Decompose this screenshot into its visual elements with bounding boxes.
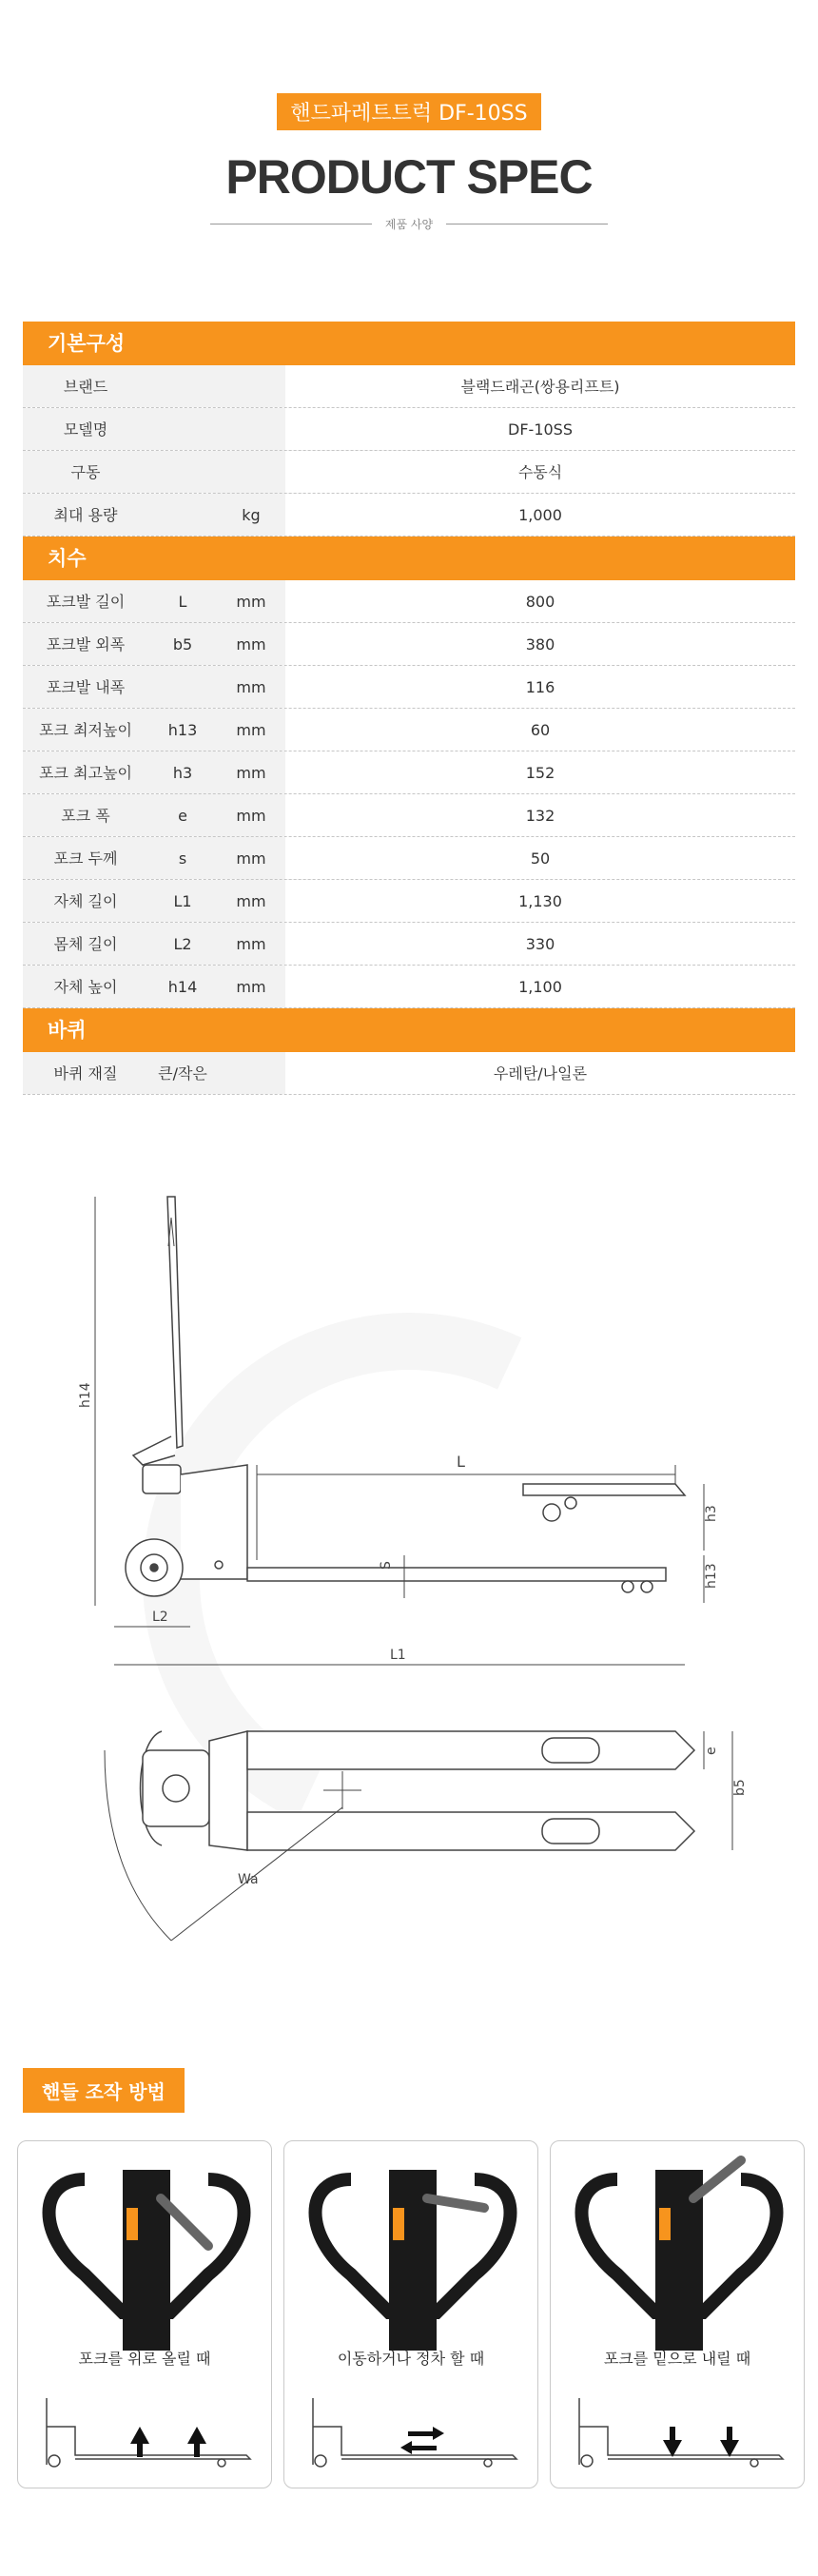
howto-title: 핸들 조작 방법 — [23, 2068, 185, 2113]
spec-row — [23, 494, 795, 537]
side-view — [78, 1197, 719, 1665]
howto-cards — [17, 2140, 805, 2488]
spec-name: 자체 높이 — [23, 966, 148, 1007]
howto-caption: 포크를 밑으로 내릴 때 — [603, 2350, 751, 2368]
spec-name: 최대 용량 — [23, 494, 148, 536]
spec-value: 132 — [285, 794, 795, 836]
spec-value: DF-10SS — [285, 408, 795, 450]
spec-unit: mm — [217, 580, 285, 622]
spec-row — [23, 837, 795, 880]
handle-illustration — [18, 2141, 273, 2489]
spec-symbol: h13 — [148, 709, 217, 751]
spec-row — [23, 666, 795, 709]
spec-value: 수동식 — [285, 451, 795, 493]
spec-symbol — [148, 666, 217, 708]
spec-name: 포크발 길이 — [23, 580, 148, 622]
spec-name: 포크 폭 — [23, 794, 148, 836]
handle-illustration — [551, 2141, 806, 2489]
spec-name: 모델명 — [23, 408, 148, 450]
spec-symbol — [148, 494, 217, 536]
label-e: e — [704, 1747, 719, 1755]
howto-card — [550, 2140, 805, 2488]
label-s: S — [379, 1561, 394, 1570]
spec-name: 몸체 길이 — [23, 923, 148, 965]
label-b5: b5 — [732, 1779, 748, 1796]
spec-symbol — [148, 408, 217, 450]
section-header: 치수 — [23, 537, 795, 580]
spec-unit: mm — [217, 623, 285, 665]
spec-name: 포크발 내폭 — [23, 666, 148, 708]
spec-unit: mm — [217, 837, 285, 879]
spec-unit: kg — [217, 494, 285, 536]
spec-value: 우레탄/나일론 — [285, 1052, 795, 1094]
label-wa: Wa — [238, 1872, 259, 1887]
spec-symbol: 큰/작은 — [148, 1052, 217, 1094]
label-l: L — [457, 1453, 465, 1471]
page-title: PRODUCT SPEC — [225, 150, 593, 204]
spec-symbol: b5 — [148, 623, 217, 665]
spec-unit — [217, 365, 285, 407]
spec-unit: mm — [217, 709, 285, 751]
spec-symbol: L1 — [148, 880, 217, 922]
spec-symbol — [148, 451, 217, 493]
spec-value: 380 — [285, 623, 795, 665]
spec-unit — [217, 451, 285, 493]
handle-illustration — [284, 2141, 539, 2489]
spec-name: 포크 최고높이 — [23, 751, 148, 793]
spec-symbol: L — [148, 580, 217, 622]
spec-row — [23, 1052, 795, 1095]
spec-unit — [217, 408, 285, 450]
spec-row — [23, 408, 795, 451]
label-l2: L2 — [152, 1610, 168, 1625]
spec-row — [23, 751, 795, 794]
spec-value: 800 — [285, 580, 795, 622]
page-header — [0, 93, 818, 232]
spec-value: 1,100 — [285, 966, 795, 1007]
spec-row — [23, 709, 795, 751]
spec-value: 50 — [285, 837, 795, 879]
spec-row — [23, 365, 795, 408]
label-h3: h3 — [704, 1505, 719, 1522]
spec-unit: mm — [217, 966, 285, 1007]
spec-value: 1,130 — [285, 880, 795, 922]
spec-row — [23, 451, 795, 494]
swap-icon — [400, 2427, 444, 2454]
spec-symbol: h3 — [148, 751, 217, 793]
label-l1: L1 — [390, 1648, 406, 1663]
spec-unit: mm — [217, 923, 285, 965]
spec-name: 포크 두께 — [23, 837, 148, 879]
spec-symbol: h14 — [148, 966, 217, 1007]
label-h14: h14 — [78, 1382, 93, 1408]
spec-symbol: e — [148, 794, 217, 836]
spec-value: 116 — [285, 666, 795, 708]
howto-caption: 포크를 위로 올릴 때 — [78, 2350, 211, 2368]
spec-row — [23, 923, 795, 966]
spec-name: 포크 최저높이 — [23, 709, 148, 751]
spec-row — [23, 966, 795, 1008]
spec-value: 1,000 — [285, 494, 795, 536]
spec-symbol: L2 — [148, 923, 217, 965]
spec-row — [23, 623, 795, 666]
product-badge: 핸드파레트트럭 DF-10SS — [277, 93, 540, 130]
spec-name: 자체 길이 — [23, 880, 148, 922]
spec-row — [23, 794, 795, 837]
spec-table — [23, 322, 795, 1095]
top-view — [105, 1731, 748, 1941]
spec-value: 60 — [285, 709, 795, 751]
arrow-up-icon — [130, 2427, 206, 2457]
spec-unit — [217, 1052, 285, 1094]
howto-card — [17, 2140, 272, 2488]
spec-unit: mm — [217, 666, 285, 708]
spec-name: 브랜드 — [23, 365, 148, 407]
section-header: 기본구성 — [23, 322, 795, 365]
howto-section — [23, 2068, 185, 2113]
spec-symbol: s — [148, 837, 217, 879]
spec-unit: mm — [217, 880, 285, 922]
spec-row — [23, 580, 795, 623]
subtitle-line — [0, 216, 818, 232]
spec-value: 330 — [285, 923, 795, 965]
arrow-down-icon — [663, 2427, 739, 2457]
section-header: 바퀴 — [23, 1008, 795, 1052]
spec-symbol — [148, 365, 217, 407]
label-h13: h13 — [704, 1563, 719, 1589]
dimension-diagram — [76, 1180, 748, 2020]
spec-unit: mm — [217, 794, 285, 836]
spec-row — [23, 880, 795, 923]
howto-card — [283, 2140, 538, 2488]
spec-value: 블랙드래곤(쌍용리프트) — [285, 365, 795, 407]
spec-value: 152 — [285, 751, 795, 793]
spec-name: 구동 — [23, 451, 148, 493]
spec-name: 포크발 외폭 — [23, 623, 148, 665]
page-subtitle: 제품 사양 — [384, 218, 434, 231]
spec-name: 바퀴 재질 — [23, 1052, 148, 1094]
howto-caption: 이동하거나 정차 할 때 — [337, 2350, 485, 2368]
spec-unit: mm — [217, 751, 285, 793]
